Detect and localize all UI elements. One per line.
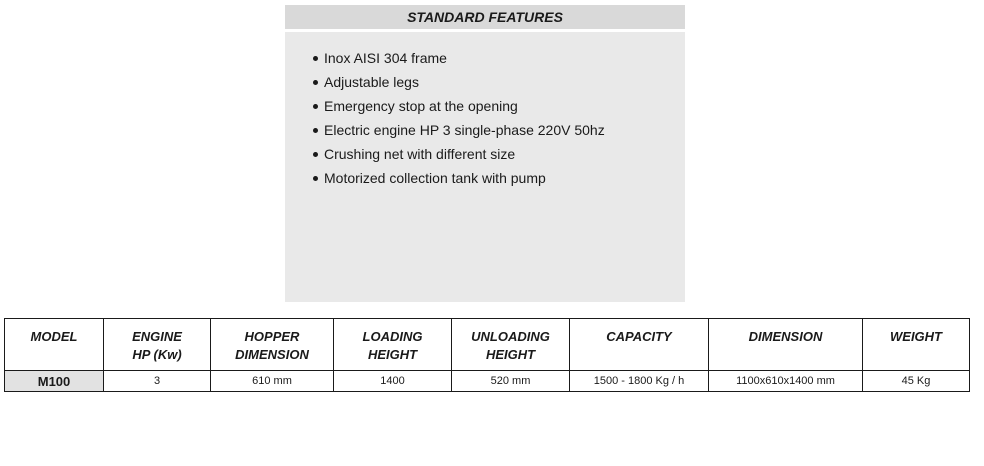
list-item xyxy=(313,142,685,166)
header-line: HOPPER xyxy=(244,329,300,344)
header-model xyxy=(5,319,104,371)
header-capacity xyxy=(570,319,709,371)
list-item xyxy=(313,70,685,94)
header-line: LOADING xyxy=(362,329,423,344)
feature-text: Motorized collection tank with pump xyxy=(324,170,546,186)
features-list xyxy=(285,32,685,190)
feature-text: Electric engine HP 3 single-phase 220V 50hz xyxy=(324,122,605,138)
list-item xyxy=(313,46,685,70)
bullet-icon xyxy=(313,104,318,109)
header-hopper-dimension xyxy=(211,319,334,371)
header-line: MODEL xyxy=(30,329,78,344)
header-line: DIMENSION xyxy=(235,347,309,362)
header-line: HP (Kw) xyxy=(132,347,182,362)
bullet-icon xyxy=(313,80,318,85)
header-dimension xyxy=(709,319,863,371)
cell-capacity: 1500 - 1800 Kg / h xyxy=(570,371,709,392)
cell-unloading-height: 520 mm xyxy=(452,371,570,392)
feature-text: Emergency stop at the opening xyxy=(324,98,518,114)
standard-features-panel xyxy=(285,5,685,302)
cell-hopper-dimension: 610 mm xyxy=(211,371,334,392)
feature-text: Crushing net with different size xyxy=(324,146,516,162)
cell-dimension: 1100x610x1400 mm xyxy=(709,371,863,392)
bullet-icon xyxy=(313,176,318,181)
bullet-icon xyxy=(313,56,318,61)
header-line: HEIGHT xyxy=(485,347,536,362)
header-engine xyxy=(104,319,211,371)
feature-text: Inox AISI 304 frame xyxy=(324,50,447,66)
header-unloading-height xyxy=(452,319,570,371)
cell-engine: 3 xyxy=(104,371,211,392)
spec-table xyxy=(4,318,970,392)
cell-model: M100 xyxy=(5,371,104,392)
cell-loading-height: 1400 xyxy=(334,371,452,392)
header-line: HEIGHT xyxy=(367,347,418,362)
header-line: DIMENSION xyxy=(748,329,823,344)
header-line: CAPACITY xyxy=(606,329,672,344)
header-loading-height xyxy=(334,319,452,371)
list-item xyxy=(313,94,685,118)
list-item xyxy=(313,166,685,190)
table-row xyxy=(5,371,970,392)
header-line: ENGINE xyxy=(132,329,182,344)
bullet-icon xyxy=(313,152,318,157)
header-weight xyxy=(863,319,970,371)
feature-text: Adjustable legs xyxy=(324,74,419,90)
standard-features-title: STANDARD FEATURES xyxy=(285,5,685,32)
header-line: WEIGHT xyxy=(890,329,942,344)
header-line: UNLOADING xyxy=(471,329,550,344)
cell-weight: 45 Kg xyxy=(863,371,970,392)
bullet-icon xyxy=(313,128,318,133)
table-header-row xyxy=(5,319,970,371)
list-item xyxy=(313,118,685,142)
